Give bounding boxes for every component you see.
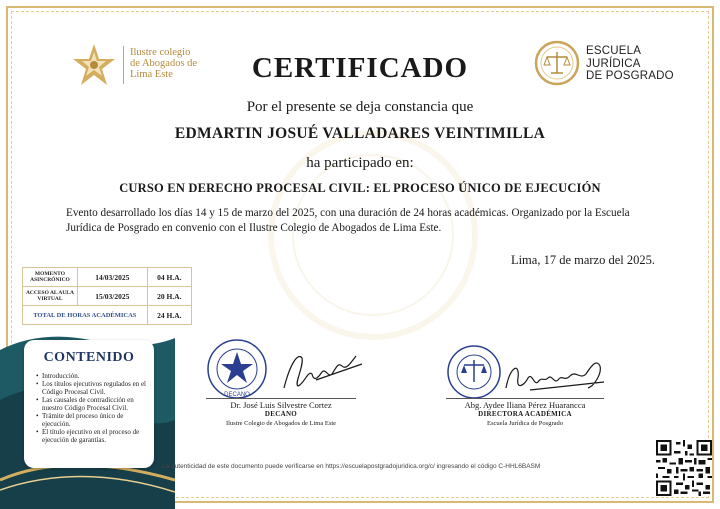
qr-code-icon[interactable] (656, 440, 712, 496)
total-label: TOTAL DE HORAS ACADÉMICAS (23, 306, 148, 325)
list-item: • El título ejecutivo en el proceso de ejecución de garantías. (36, 428, 150, 444)
row-date: 15/03/2025 (77, 287, 147, 306)
table-total-row (23, 306, 192, 325)
recipient-name: EDMARTIN JOSUÉ VALLADARES VEINTIMILLA (174, 125, 546, 142)
contenido-title: CONTENIDO (43, 350, 135, 365)
signature-line (206, 398, 356, 399)
row-hours: 04 H.A. (147, 268, 191, 287)
svg-text:DECANO: DECANO (224, 392, 250, 398)
table-row (23, 268, 192, 287)
intro-text: Por el presente se deja constancia que (246, 99, 474, 115)
table-row (23, 287, 192, 306)
colegio-name-line2: de Abogados de (130, 58, 198, 69)
escuela-name-line1: ESCUELA (586, 45, 642, 57)
signatory-organization: Ilustre Colegio de Abogados de Lima Este (225, 420, 337, 427)
signatory-name: Abg. Aydee Iliana Pérez Huarancca (464, 400, 586, 410)
verification-note: La autenticidad de este documento puede verificarse en https://escuelapostgradojuridica.org/c/ ingresando el código C-HHL6BASM (162, 463, 541, 470)
total-hours: 24 H.A. (147, 306, 191, 325)
signatory-role: DIRECTORA ACADÉMICA (478, 410, 572, 418)
escuela-name-line2: JURÍDICA (586, 57, 641, 70)
row-label: ACCESO AL AULA VIRTUAL (23, 287, 78, 306)
signatory-name: Dr. José Luis Silvestre Cortez (230, 400, 332, 410)
row-date: 14/03/2025 (77, 268, 147, 287)
signatory-role: DECANO (264, 410, 298, 418)
course-title: CURSO EN DERECHO PROCESAL CIVIL: EL PROCESO ÚNICO DE EJECUCIÓN (119, 181, 601, 195)
directora-signature (500, 352, 610, 398)
escuela-seal-icon (446, 344, 502, 400)
list-item: • Trámite del proceso único de ejecución. (36, 412, 150, 428)
list-item: • Los títulos ejecutivos regulados en el Código Procesal Civil. (36, 380, 150, 396)
place-date: Lima, 17 de marzo del 2025. (510, 253, 655, 267)
colegio-name-line1: Ilustre colegio (130, 47, 191, 58)
certificate-title: CERTIFICADO (251, 52, 469, 84)
decano-seal-icon (206, 338, 268, 400)
row-hours: 20 H.A. (147, 287, 191, 306)
contenido-list (36, 372, 150, 444)
signatory-organization: Escuela Jurídica de Posgrado (487, 420, 563, 427)
participation-text: ha participado en: (306, 155, 414, 171)
escuela-name-line3: DE POSGRADO (586, 70, 674, 82)
hours-table (22, 267, 192, 325)
contenido-panel (24, 340, 154, 468)
event-description: Evento desarrollado los días 14 y 15 de marzo del 2025, con una duración de 24 horas académicas. Organizado por la Escuela Jurídica de Posgrado en convenio con el Ilustre Colegio de Abogados de Lima Este. (66, 207, 630, 234)
list-item: • Las causales de contradicción en nuestro Código Procesal Civil. (36, 396, 150, 412)
decano-signature (276, 344, 368, 394)
signature-line (446, 398, 604, 399)
colegio-name-line3: Lima Este (130, 69, 173, 80)
row-label: MOMENTO ASINCRÓNICO (23, 268, 78, 287)
list-item: • Introducción. (36, 372, 150, 380)
